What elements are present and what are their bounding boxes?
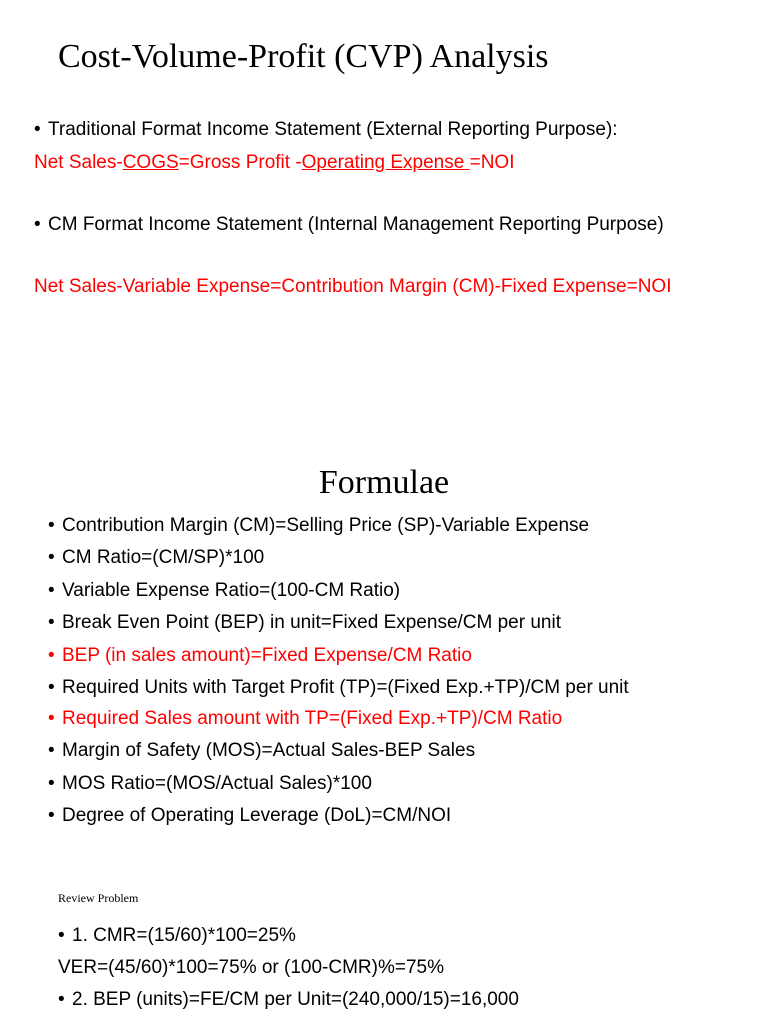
eq-cogs: COGS (122, 152, 179, 173)
page-title: Cost-Volume-Profit (CVP) Analysis (58, 38, 549, 75)
review-line: VER=(45/60)*100=75% or (100-CMR)%=75% (58, 957, 445, 978)
formula-text: Contribution Margin (CM)=Selling Price (SP)-Variable Expense (62, 515, 590, 536)
formula-text: Required Units with Target Profit (TP)=(Fixed Exp.+TP)/CM per unit (62, 677, 629, 698)
formulae-title: Formulae (318, 464, 450, 501)
cm-format-text: CM Format Income Statement (Internal Management Reporting Purpose) (48, 214, 664, 235)
formula-text: Degree of Operating Leverage (DoL)=CM/NOI (62, 805, 452, 826)
traditional-format-text: Traditional Format Income Statement (External Reporting Purpose): (48, 119, 618, 140)
review-line (58, 989, 519, 1011)
formula-item (48, 612, 561, 634)
bullet-icon: • (58, 925, 65, 946)
eq-operating-expense: Operating Expense (301, 152, 470, 173)
formula-text: Break Even Point (BEP) in unit=Fixed Expense/CM per unit (62, 612, 561, 633)
bullet-icon: • (48, 805, 55, 826)
formula-item (48, 805, 451, 827)
traditional-format-bullet (34, 119, 618, 141)
formula-item-highlight (48, 645, 472, 667)
formula-text: Required Sales amount with TP=(Fixed Exp.+TP)/CM Ratio (62, 708, 563, 729)
bullet-icon: • (48, 708, 55, 729)
cm-format-equation: Net Sales-Variable Expense=Contribution Margin (CM)-Fixed Expense=NOI (34, 276, 672, 297)
formula-item (48, 773, 372, 795)
formula-item (48, 515, 589, 537)
traditional-equation (34, 152, 514, 174)
review-line (58, 925, 296, 947)
eq-part-noi: =NOI (469, 152, 515, 173)
formula-text: Variable Expense Ratio=(100-CM Ratio) (62, 580, 401, 601)
bullet-icon: • (48, 612, 55, 633)
bullet-icon: • (48, 515, 55, 536)
formula-text: MOS Ratio=(MOS/Actual Sales)*100 (62, 773, 372, 794)
bullet-icon: • (48, 580, 55, 601)
formula-item (48, 740, 475, 762)
review-problem-heading: Review Problem (58, 891, 139, 905)
bullet-icon: • (48, 677, 55, 698)
review-text: 1. CMR=(15/60)*100=25% (72, 925, 296, 946)
review-text: 2. BEP (units)=FE/CM per Unit=(240,000/15)=16,000 (72, 989, 519, 1010)
formula-text: BEP (in sales amount)=Fixed Expense/CM Ratio (62, 645, 472, 666)
bullet-icon: • (34, 214, 41, 235)
formula-text: Margin of Safety (MOS)=Actual Sales-BEP Sales (62, 740, 476, 761)
bullet-icon: • (34, 119, 41, 140)
formula-item (48, 580, 400, 602)
bullet-icon: • (48, 773, 55, 794)
eq-part-gross-profit: =Gross Profit - (178, 152, 302, 173)
formula-item (48, 677, 629, 699)
cm-format-bullet (34, 214, 664, 236)
formula-item-highlight (48, 708, 562, 730)
bullet-icon: • (48, 547, 55, 568)
formula-text: CM Ratio=(CM/SP)*100 (62, 547, 265, 568)
bullet-icon: • (48, 645, 55, 666)
formula-item (48, 547, 264, 569)
bullet-icon: • (48, 740, 55, 761)
bullet-icon: • (58, 989, 65, 1010)
eq-part-net-sales: Net Sales- (34, 152, 123, 173)
